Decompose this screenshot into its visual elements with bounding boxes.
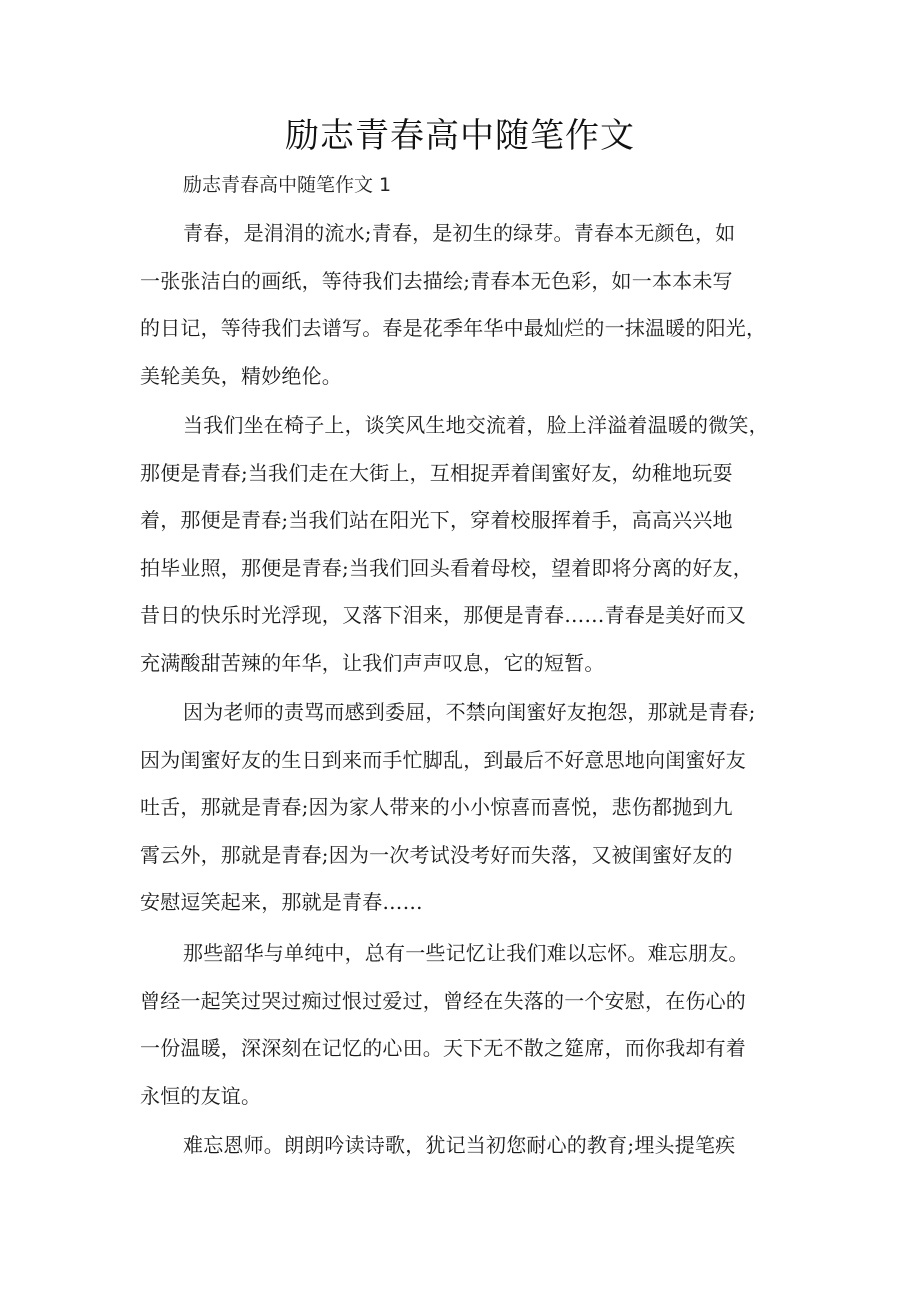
text-line: 因为老师的责骂而感到委屈，不禁向闺蜜好友抱怨，那就是青春;	[183, 700, 756, 724]
text-line: 昔日的快乐时光浮现，又落下泪来，那便是青春……青春是美好而又	[140, 603, 746, 627]
text-line: 曾经一起笑过哭过痴过恨过爱过，曾经在失落的一个安慰，在伤心的	[140, 988, 746, 1013]
paragraph-2	[140, 410, 800, 695]
text-line: 的日记，等待我们去谱写。春是花季年华中最灿烂的一抹温暖的阳光，	[140, 316, 767, 340]
paragraph-4	[140, 938, 800, 1128]
text-line: 永恒的友谊。	[140, 1083, 262, 1108]
document-title: 励志青春高中随笔作文	[285, 116, 635, 156]
text-line: 因为闺蜜好友的生日到来而手忙脚乱，到最后不好意思地向闺蜜好友	[140, 747, 746, 772]
text-line: 那便是青春;当我们走在大街上，互相捉弄着闺蜜好友，幼稚地玩耍	[140, 460, 733, 485]
text-line: 难忘恩师。朗朗吟读诗歌，犹记当初您耐心的教育;埋头提笔疾	[183, 1133, 736, 1157]
text-line: 那些韶华与单纯中，总有一些记忆让我们难以忘怀。难忘朋友。	[183, 941, 749, 965]
text-line: 着，那便是青春;当我们站在阳光下，穿着校服挥着手，高高兴兴地	[140, 508, 733, 532]
text-line: 拍毕业照，那便是青春;当我们回头看着母校，望着即将分离的好友，	[140, 555, 753, 580]
text-line: 美轮美奂，精妙绝伦。	[140, 363, 342, 388]
text-line: 一份温暖，深深刻在记忆的心田。天下无不散之筵席，而你我却有着	[140, 1036, 746, 1060]
text-line: 充满酸甜苦辣的年华，让我们声声叹息，它的短暂。	[140, 650, 605, 675]
paragraph-3	[140, 697, 800, 935]
text-line: 吐舌，那就是青春;因为家人带来的小小惊喜而喜悦，悲伤都抛到九	[140, 795, 733, 819]
text-line: 青春，是涓涓的流水;青春，是初生的绿芽。青春本无颜色，如	[183, 221, 736, 245]
text-line: 安慰逗笑起来，那就是青春……	[140, 890, 423, 914]
paragraph-1	[140, 218, 800, 408]
document-subtitle: 励志青春高中随笔作文 1	[183, 174, 392, 196]
text-line: 当我们坐在椅子上，谈笑风生地交流着，脸上洋溢着温暖的微笑，	[183, 413, 769, 437]
text-line: 一张张洁白的画纸，等待我们去描绘;青春本无色彩，如一本本未写	[140, 268, 733, 293]
text-line: 霄云外，那就是青春;因为一次考试没考好而失落，又被闺蜜好友的	[140, 842, 733, 867]
paragraph-5	[140, 1130, 800, 1178]
